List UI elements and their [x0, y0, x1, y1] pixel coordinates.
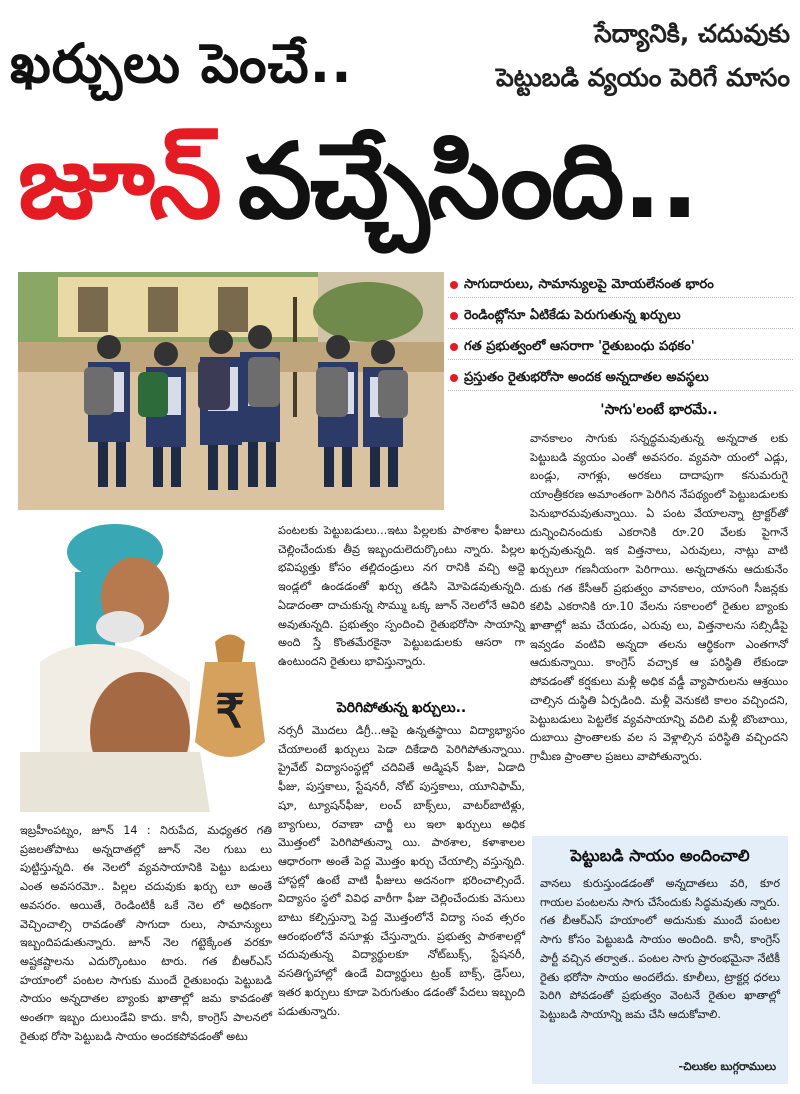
middle-column-text-continued [278, 722, 525, 1021]
subhead [420, 12, 790, 100]
subhead-line1: సేద్యానికి, చదువుకు [594, 19, 790, 48]
right-column-subtitle: 'సాగు'లంటే భారమే.. [600, 402, 718, 418]
byline: -చిలుకల బుగ్గరాములు [678, 1060, 776, 1073]
rupee-symbol: ₹ [215, 685, 245, 737]
headline-red-word: జూన్ [18, 120, 220, 242]
bullet-item: సాగుదారులు, సామాన్యులపై మోయలేనంత భారం [448, 272, 793, 298]
headline-black-word: వచ్చేసింది.. [237, 120, 698, 242]
middle-column-text [278, 522, 525, 672]
bullet-item: ప్రస్తుతం రైతుభరోసా అందక అన్నదాతల అవస్థలు [448, 365, 793, 391]
main-headline [18, 120, 788, 260]
paragraph: నర్సరీ మొదలు డిగ్రీ...ఆపై ఉన్నతస్థాయి విద్యాభ్యాసం చేయాలంటే ఖర్చులు పెడా దికేడాది పెరిగిపోతున్నాయి. ప్రైవేట్‌ విద్యాసంస్థల్లో చదివితే అడ్మిషన్‌ ఫీజు, ఏడాది ఫీజు, పుస్తకాలు, స్టేషనరీ, నోట్‌ పుస్తకాలు, యూనిఫామ్‌, షూ, ట్యూషన్‌ఫీజు, లంచ్‌ బాక్స్‌లు, వాటర్‌బాటిళ్లు, బ్యాగులు, రవాణా చార్జీ లు ఇలా ఖర్చులు అధిక మొత్తంలో పెరిగిపోతున్నా యి. పాఠశాల, కళాశాలల ఆధారంగా అంతే పెద్ద మొత్తం ఖర్చు చేయాల్సి వస్తున్నది. హాస్టల్లో ఉంటే వాటి ఫీజులు అదనంగా భరించాల్సిందే. విద్యాసం స్థలో వివిధ వారీగా ఫీజు చెల్లించేందుకు వెసులు బాటు కల్పిస్తున్నా పెద్ద మొత్తంలోనే విద్యా సంవ త్సరం ఆరంభంలోనే వసూళ్లు చేస్తున్నారు. ప్రభుత్వ పాఠశాలల్లో చదువుతున్న విద్యార్థులకూ నోట్‌బుక్స్‌, స్టేషనరీ, వసతిగృహాల్లో ఉండే విద్యార్థులు ట్రంక్‌ బాక్స్‌, డ్రెస్‌లు, ఇతర ఖర్చులు కూడా పెరుగుతుం డడంతో పేదలు ఇబ్బంది పడుతున్నారు. [278, 724, 525, 1018]
box-title: పెట్టుబడి సాయం అందించాలి [570, 846, 750, 865]
left-column-text [20, 822, 272, 1046]
paragraph: పంటలకు పెట్టుబడులు...ఇటు పిల్లలకు పాఠశాల ఫీజులు చెల్లించేందుకు తీవ్ర ఇబ్బందులెదుర్కొంటు న్నారు. పిల్లల భవిష్యత్తు కోసం తల్లిదండ్రులు నగ రానికి వచ్చి అద్దె ఇండ్లలో ఉండడంతో ఖర్చు తడిసి మోపెడవుతున్నది. ఏడాదంతా దాచుకున్న సొమ్ము ఒక్క జూన్‌ నెలలోనే ఆవిరి అవుతున్నది. ప్రభుత్వం స్పందించి రైతుభరోసా సాయాన్ని అంది స్తే కొంతమేరకైనా పెట్టుబడులకు ఆసరా గా ఉంటుందని రైతులు భావిస్తున్నారు. [278, 524, 525, 668]
bullet-item: గత ప్రభుత్వంలో ఆసరాగా 'రైతుబంధు పథకం' [448, 334, 793, 360]
bullet-item: రెండింట్లోనూ ఏటికేడు పెరుగుతున్న ఖర్చులు [448, 303, 793, 329]
school-children-photo [18, 272, 444, 510]
paragraph: ఇబ్రహీంపట్నం, జూన్‌ 14 : నిరుపేద, మధ్యతర గతి ప్రజలతోపాటు అన్నదాతల్లో జూన్‌ నెల గుబు లు పుట్టిస్తున్నది. ఈ నెలలో వ్యవసాయానికి పెట్టు బడులు ఎంత అవసరమో.. పిల్లల చదువుకు ఖర్చు లూ అంతే అవసరం. అయితే, రెండింటికీ ఒకే నెల లో అధికంగా వెచ్చించాల్సి రావడంతో సాగుదా రులు, సామాన్యులు ఇబ్బందిపడుతున్నారు. జూన్‌ నెల గట్టెక్కేంత వరకూ అష్టకష్టాలను ఎదుర్కొంటుం టారు. గత బీఆర్‌ఎస్‌ హయాంలో పంటల సాగుకు ముందే రైతుబంధు పెట్టుబడి సాయం అన్నదాతల బ్యాంకు ఖాతాల్లో జమ కావడంతో అంతగా ఇబ్బం దులుండేవి కాదు. కానీ, కాంగ్రెస్‌ పాలనలో రైతుభ రోసా పెట్టుబడి సాయం అందకపోవడంతో అటు [20, 824, 272, 1043]
highlight-bullets [448, 272, 793, 396]
paragraph: వానలు కురుస్తుండడంతో అన్నదాతలు వరి, కూర గాయల పంటలను సాగు చేసేందుకు సిద్ధమవుతు న్నారు. గత బీఆర్‌ఎస్‌ హయాంలో అదునుకు ముందే పంటల సాగు కోసం పెట్టుబడి సాయం అందింది. కానీ, కాంగ్రెస్‌ పార్టీ వచ్చిన తర్వాత.. పంటల సాగు ప్రారంభమైనా నేటికీ రైతు భరోసా సాయం అందలేదు. కూలీలు, ట్రాక్టర్ల ధరలు పెరిగి పోవడంతో ప్రభుత్వం వెంటనే రైతుల ఖాతాల్లో పెట్టుబడి సాయాన్ని జమ చేసి ఆదుకోవాలి. [540, 877, 780, 1021]
box-text [540, 875, 780, 1025]
paragraph: వానకాలం సాగుకు సన్నద్ధమవుతున్న అన్నదాత లకు పెట్టుబడి వ్యయం ఎంతో అవసరం. వ్యవసా యంలో ఎడ్లు, బండ్లు, నాగళ్లు, అరకలు దాదాపుగా కనుమరుగై యాంత్రీకరణ అమాంతంగా పెరిగిన నేపథ్యంలో పెట్టుబడులకు పెనుభారమవుతున్నాయి. ఏ పంట వేయాలన్నా ట్రాక్టర్‌తో దున్నించినందుకు ఎకరానికి రూ.20 వేలకు పైగానే ఖర్చవుతున్నది. ఇక విత్తనాలు, ఎరువులు, నాట్లు వాటి ఖర్చులూ గణనీయంగా పెరిగాయి. అన్నదాతను ఆదుకునేం దుకు గత కేసీఆర్‌ ప్రభుత్వం వానకాలం, యాసంగి సీజన్లకు కలిపి ఎకరానికి రూ.10 వేలను సకాలంలో రైతుల బ్యాంకు ఖాతాల్లో జమ చేయడం, ఎరువు లు, విత్తనాలను సబ్సిడీపై ఇవ్వడం వంటివి అన్నదా తలను ఆర్థికంగా ఎంతగానో ఆదుకున్నాయి. కాంగ్రెస్‌ వచ్చాక ఆ పరిస్థితి లేకుండా పోవడంతో కర్షకులు మళ్లీ అధిక వడ్డీ వ్యాపారులను ఆశ్రయిం చాల్సిన దుస్థితి ఏర్పడింది. మళ్లీ వెనుకటి కాలం వచ్చిందని, పెట్టుబడులు పెట్టలేక వ్యవసాయాన్ని వదిలి మళ్లీ బొంబాయి, దుబాయి ప్రాంతాలకు వల స వెళ్లాల్సిన పరిస్థితి వచ్చిందని గ్రామీణ ప్రాంతాల ప్రజలు వాపోతున్నారు. [530, 432, 788, 763]
middle-column-subtitle: పెరిగిపోతున్న ఖర్చులు.. [336, 700, 467, 716]
right-column-text [530, 430, 788, 767]
subhead-line2: పెట్టుబడి వ్యయం పెరిగే మాసం [496, 63, 790, 92]
headline-top: ఖర్చులు పెంచే.. [10, 32, 353, 95]
farmer-illustration [20, 512, 275, 812]
